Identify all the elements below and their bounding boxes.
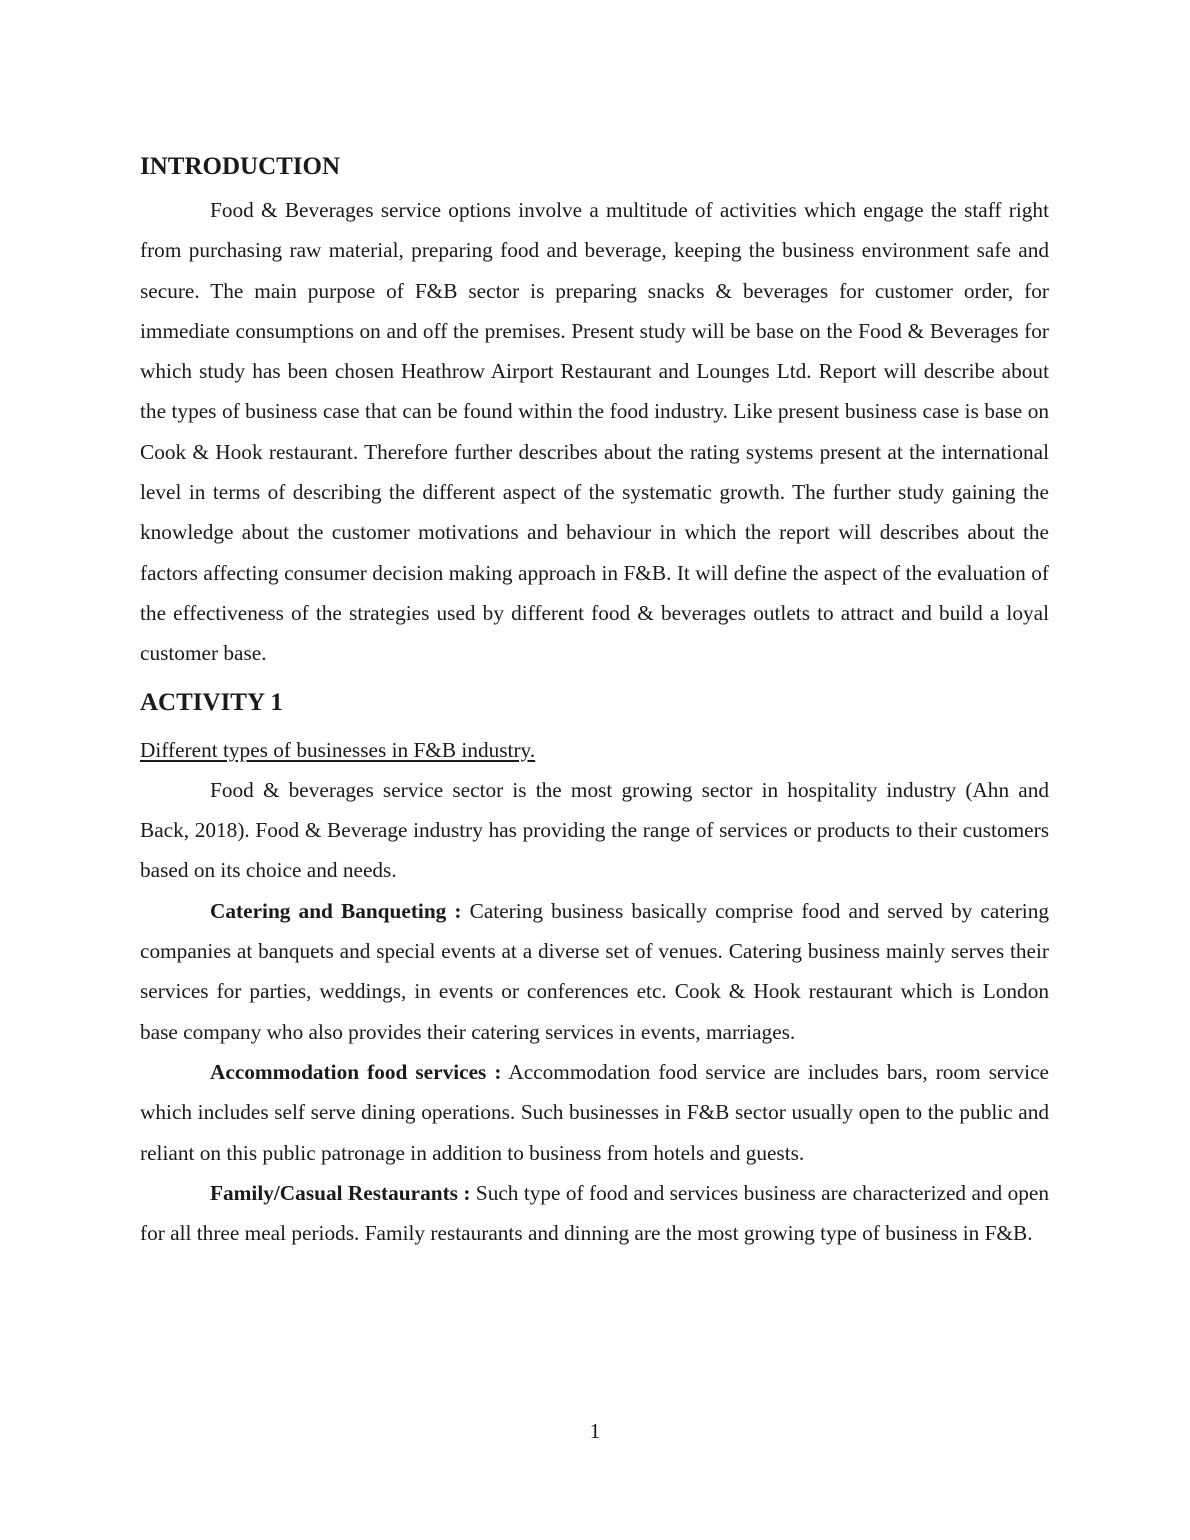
accommodation-description: Accommodation food service are includes bars, room service which includes self serve dining operations. Such businesses in F&B sector usually open to the public and reliant on this public patronage in addition to business from hotels and guests.	[140, 1059, 1049, 1165]
business-types-subheading: Different types of businesses in F&B industry.	[140, 737, 536, 762]
family-restaurants-description: Such type of food and services business are characterized and open for all three meal periods. Family restaurants and dinning are the most growing type of business in F&B.	[140, 1180, 1049, 1246]
catering-term: Catering and Banqueting :	[210, 898, 462, 923]
catering-description: Catering business basically comprise food and served by catering companies at banquets and special events at a diverse set of venues. Catering business mainly serves their services for parties, weddings, in events or conferences etc. Cook & Hook restaurant which is London base company who also provides their catering services in events, marriages.	[140, 898, 1049, 1044]
accommodation-term: Accommodation food services :	[210, 1059, 502, 1084]
family-restaurants-term: Family/Casual Restaurants :	[210, 1180, 471, 1205]
family-restaurants-paragraph	[140, 1173, 1049, 1254]
introduction-paragraph: Food & Beverages service options involve a multitude of activities which engage the staff right from purchasing raw material, preparing food and beverage, keeping the business environment safe and secure. The main purpose of F&B sector is preparing snacks & beverages for customer order, for immediate consumptions on and off the premises. Present study will be base on the Food & Beverages for which study has been chosen Heathrow Airport Restaurant and Lounges Ltd. Report will describe about the types of business case that can be found within the food industry. Like present business case is base on Cook & Hook restaurant. Therefore further describes about the rating systems present at the international level in terms of describing the different aspect of the systematic growth. The further study gaining the knowledge about the customer motivations and behaviour in which the report will describes about the factors affecting consumer decision making approach in F&B. It will define the aspect of the evaluation of the effectiveness of the strategies used by different food & beverages outlets to attract and build a loyal customer base.	[140, 198, 1049, 666]
introduction-heading: INTRODUCTION	[140, 153, 341, 180]
activity-intro-paragraph: Food & beverages service sector is the most growing sector in hospitality industry (Ahn and Back, 2018). Food & Beverage industry has providing the range of services or products to their customers based on its choice and needs.	[140, 777, 1049, 883]
activity-1-heading: ACTIVITY 1	[140, 688, 283, 716]
page-content	[140, 150, 1049, 1253]
page-number: 1	[589, 1419, 601, 1443]
accommodation-paragraph	[140, 1052, 1049, 1173]
catering-paragraph	[140, 891, 1049, 1052]
